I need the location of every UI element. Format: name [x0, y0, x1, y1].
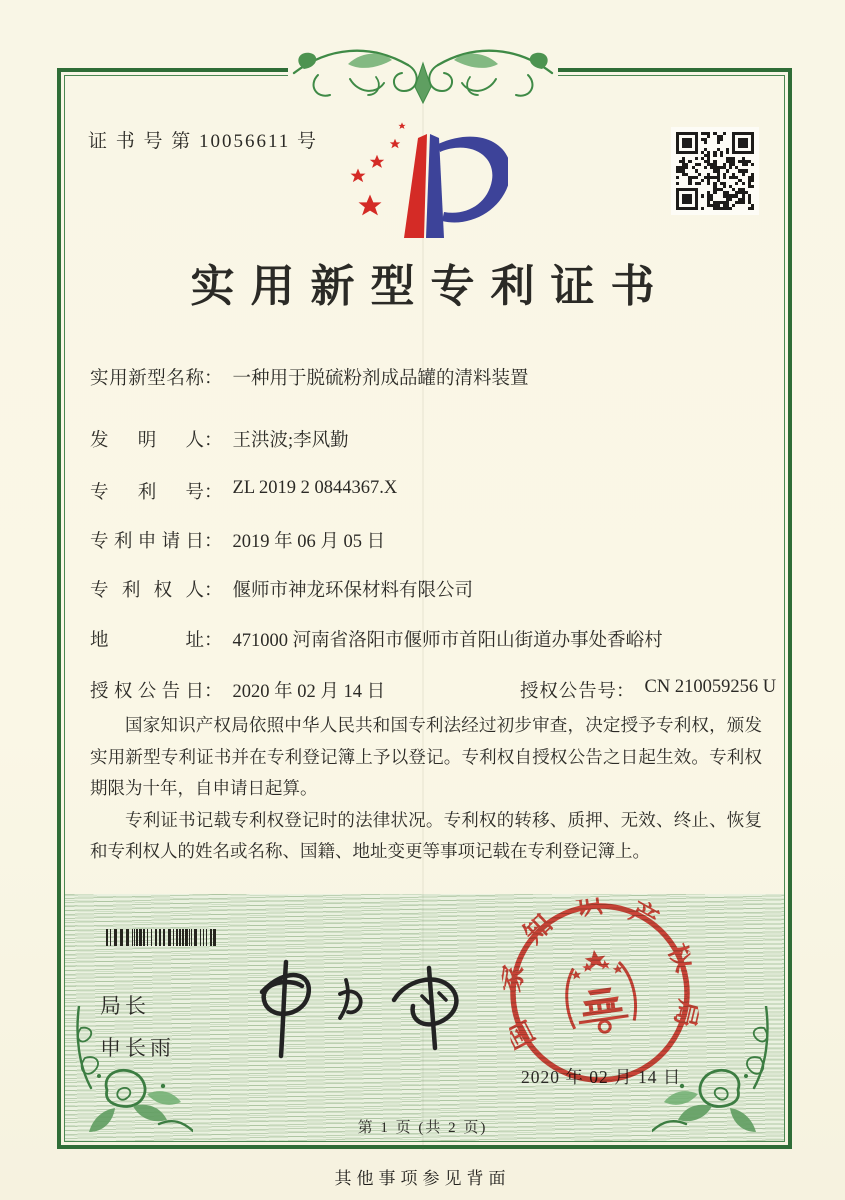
grant-no-label: 授权公告号	[520, 682, 616, 702]
field-colon: ：	[616, 682, 635, 702]
field-colon: ：	[204, 431, 223, 451]
field-label: 专利号	[90, 483, 204, 503]
certificate-number: 证 书 号 第 10056611 号	[88, 131, 319, 152]
back-side-note: 其他事项参见背面	[334, 1169, 511, 1188]
field-row-name	[90, 364, 529, 390]
barcode	[106, 929, 310, 946]
seal-date: 2020 年 02 月 14 日	[521, 1067, 682, 1087]
field-value: 王洪波;李风勤	[232, 431, 349, 451]
qr-code	[671, 127, 759, 215]
field-colon: ：	[204, 682, 223, 702]
field-label: 地址	[90, 631, 204, 651]
field-value: ZL 2019 2 0844367.X	[232, 478, 398, 498]
field-colon: ：	[204, 631, 223, 651]
field-row-grant	[90, 677, 777, 703]
bottom-left-flourish	[63, 1006, 193, 1143]
field-colon: ：	[204, 532, 223, 552]
cnipa-official-seal	[493, 886, 708, 1101]
field-value: 偃师市神龙环保材料有限公司	[232, 581, 474, 601]
grant-no-value: CN 210059256 U	[644, 677, 777, 697]
field-value: 471000 河南省洛阳市偃师市首阳山街道办事处香峪村	[232, 631, 663, 651]
field-label: 发明人	[90, 431, 204, 451]
legal-paragraph-2: 专利证书记载专利权登记时的法律状况。专利权的转移、质押、无效、终止、恢复和专利权人的姓名或名称、国籍、地址变更等事项记载在专利登记簿上。	[90, 809, 762, 861]
legal-text-block	[90, 710, 762, 868]
field-label: 实用新型名称	[90, 369, 204, 389]
certificate-title: 实用新型专利证书	[190, 262, 671, 311]
director-title: 局长	[100, 994, 150, 1018]
page-number: 第 1 页 (共 2 页)	[357, 1120, 488, 1136]
seal-text: 国家知识产权局	[495, 888, 705, 1054]
field-row-address	[90, 626, 663, 652]
grant-date-value: 2020 年 02 月 14 日	[232, 682, 386, 702]
grant-no-group	[520, 677, 776, 703]
field-value: 2019 年 06 月 05 日	[232, 532, 386, 552]
field-label: 专利申请日	[90, 532, 204, 552]
cnipa-patent-logo-icon	[338, 116, 508, 248]
national-emblem-icon	[560, 945, 639, 1037]
field-label: 专利权人	[90, 581, 204, 601]
field-row-filing-date	[90, 527, 385, 553]
legal-paragraph-1: 国家知识产权局依照中华人民共和国专利法经过初步审查，决定授予专利权，颁发实用新型专利证书并在专利登记簿上予以登记。专利权自授权公告之日起生效。专利权期限为十年，自申请日起算。	[90, 715, 762, 798]
field-colon: ：	[204, 369, 223, 389]
director-name: 申长雨	[100, 1036, 175, 1060]
field-row-inventor	[90, 426, 349, 452]
field-row-patentee	[90, 576, 473, 602]
grant-date-label: 授权公告日	[90, 682, 204, 702]
field-row-patent-no	[90, 478, 397, 504]
field-value: 一种用于脱硫粉剂成品罐的清料装置	[232, 369, 529, 389]
top-flourish-ornament	[288, 31, 558, 109]
field-colon: ：	[204, 483, 223, 503]
director-signature	[228, 952, 468, 1064]
field-colon: ：	[204, 581, 223, 601]
